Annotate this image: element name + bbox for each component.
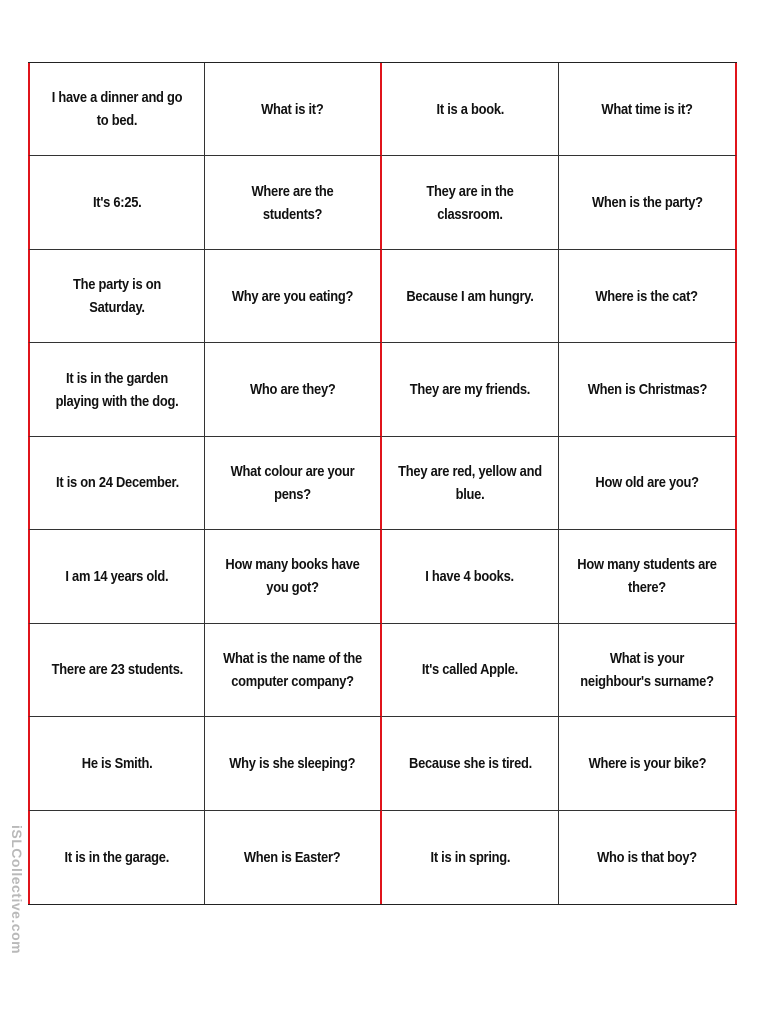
card-r1-c1 [28, 63, 205, 156]
card-r5-c3 [382, 437, 559, 530]
card-r7-c4 [559, 624, 737, 717]
card-r4-c4 [559, 343, 737, 436]
card-r8-c3 [382, 717, 559, 810]
card-r9-c1 [28, 811, 205, 904]
card-text: I have 4 books. [425, 567, 515, 585]
card-text: How many books have you got? [225, 556, 360, 597]
card-r8-c1 [28, 717, 205, 810]
card-r5-c1 [28, 437, 205, 530]
card-r7-c1 [28, 624, 205, 717]
card-r2-c1 [28, 156, 205, 249]
card-text: Why are you eating? [231, 287, 354, 305]
card-text: Because I am hungry. [406, 287, 534, 305]
card-text: It is in the garage. [64, 848, 170, 866]
card-text: What is it? [261, 100, 324, 118]
card-r4-c1 [28, 343, 205, 436]
card-r5-c2 [205, 437, 382, 530]
card-text: I am 14 years old. [65, 567, 169, 585]
card-r6-c2 [205, 530, 382, 623]
card-r3-c4 [559, 250, 737, 343]
card-text: The party is on Saturday. [73, 276, 161, 317]
card-text: Who is that boy? [597, 848, 697, 866]
card-r9-c4 [559, 811, 737, 904]
card-r1-c3 [382, 63, 559, 156]
card-text: It is a book. [436, 100, 504, 118]
card-text: Where is the cat? [595, 287, 699, 305]
card-r3-c2 [205, 250, 382, 343]
card-text: What is your neighbour's surname? [580, 649, 714, 690]
card-r8-c4 [559, 717, 737, 810]
card-r3-c1 [28, 250, 205, 343]
card-text: Where is your bike? [588, 754, 706, 772]
card-text: When is Easter? [244, 848, 341, 866]
card-r8-c2 [205, 717, 382, 810]
card-text: What time is it? [601, 100, 693, 118]
card-text: Who are they? [249, 381, 336, 399]
card-text: When is Christmas? [587, 381, 707, 399]
card-r1-c2 [205, 63, 382, 156]
card-text: It is in the garden playing with the dog. [55, 369, 179, 410]
card-text: I have a dinner and go to bed. [51, 89, 183, 130]
card-r3-c3 [382, 250, 559, 343]
card-text: He is Smith. [81, 754, 153, 772]
card-r2-c2 [205, 156, 382, 249]
card-r1-c4 [559, 63, 737, 156]
card-text: It is on 24 December. [55, 474, 179, 492]
card-r4-c2 [205, 343, 382, 436]
card-text: They are red, yellow and blue. [398, 462, 542, 503]
card-r6-c1 [28, 530, 205, 623]
card-r4-c3 [382, 343, 559, 436]
card-text: What colour are your pens? [230, 462, 355, 503]
card-r7-c3 [382, 624, 559, 717]
card-text: How old are you? [595, 474, 699, 492]
card-r6-c4 [559, 530, 737, 623]
card-r9-c2 [205, 811, 382, 904]
card-text: It is in spring. [430, 848, 510, 866]
card-text: Why is she sleeping? [229, 754, 356, 772]
card-text: They are in the classroom. [426, 182, 514, 223]
card-r7-c2 [205, 624, 382, 717]
card-text: What is the name of the computer company? [223, 649, 362, 690]
card-text: It's called Apple. [421, 661, 519, 679]
card-grid [28, 62, 737, 905]
card-text: When is the party? [591, 194, 703, 212]
card-text: There are 23 students. [51, 661, 183, 679]
card-text: They are my friends. [409, 381, 531, 399]
card-r9-c3 [382, 811, 559, 904]
card-text: How many students are there? [577, 556, 717, 597]
card-text: Where are the students? [251, 182, 334, 223]
card-text: Because she is tired. [408, 754, 532, 772]
watermark-text: iSLCollective.com [9, 825, 25, 955]
card-r2-c4 [559, 156, 737, 249]
card-text: It's 6:25. [92, 194, 142, 212]
card-r2-c3 [382, 156, 559, 249]
card-r6-c3 [382, 530, 559, 623]
card-r5-c4 [559, 437, 737, 530]
watermark [9, 825, 29, 1005]
